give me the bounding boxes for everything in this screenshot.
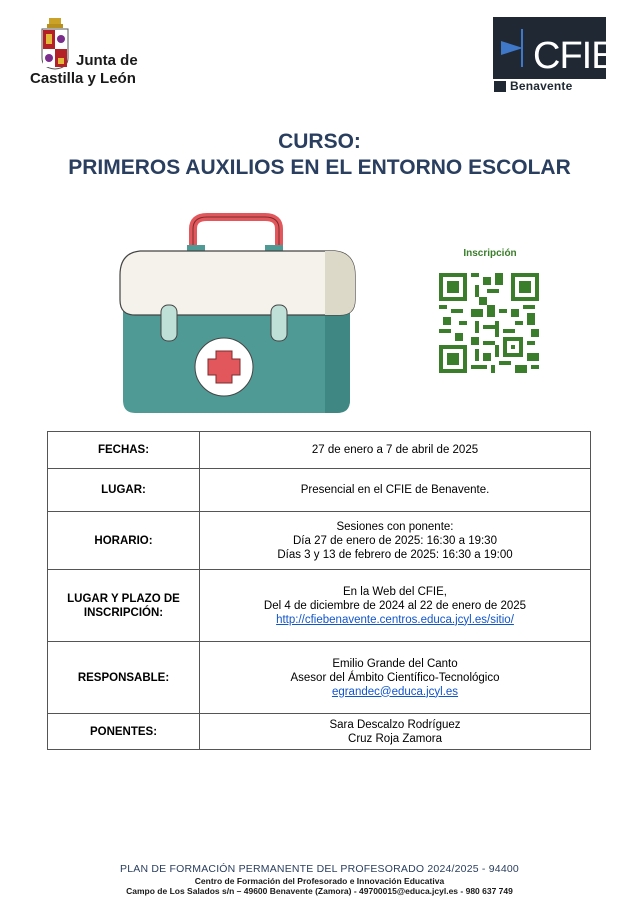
- responsable-email-link[interactable]: egrandec@educa.jcyl.es: [331, 685, 459, 698]
- fechas-label: FECHAS:: [48, 432, 200, 469]
- horario-line2: Día 27 de enero de 2025: 16:30 a 19:30: [293, 534, 497, 547]
- cfie-wordmark: CFIE: [533, 35, 616, 77]
- ponentes-value: [200, 714, 591, 750]
- ponentes-label: PONENTES:: [48, 714, 200, 750]
- table-row: [48, 642, 591, 714]
- table-row: [48, 432, 591, 469]
- horario-line1: Sesiones con ponente:: [336, 520, 454, 533]
- course-info-table: [47, 431, 591, 750]
- ponentes-line2: Cruz Roja Zamora: [348, 732, 442, 745]
- lugar-value: Presencial en el CFIE de Benavente.: [200, 469, 591, 512]
- inscripcion-label: [48, 570, 200, 642]
- cfie-sub: Benavente: [510, 79, 573, 93]
- inscripcion-value: [200, 570, 591, 642]
- table-row: [48, 570, 591, 642]
- responsable-value: [200, 642, 591, 714]
- registration-link[interactable]: http://cfiebenavente.centros.educa.jcyl.es/sitio/: [276, 613, 514, 626]
- responsable-name: Emilio Grande del Canto: [332, 657, 458, 670]
- junta-line2: Castilla y León: [30, 70, 136, 87]
- footer-address: Campo de Los Salados s/n – 49600 Benavente (Zamora) - 49700015@educa.jcyl.es - 980 637 749: [126, 886, 513, 896]
- inscripcion-label-line2: INSCRIPCIÓN:: [83, 606, 164, 619]
- footer-plan: PLAN DE FORMACIÓN PERMANENTE DEL PROFESORADO 2024/2025 - 94400: [120, 863, 519, 875]
- horario-value: [200, 512, 591, 570]
- fechas-value: 27 de enero a 7 de abril de 2025: [200, 432, 591, 469]
- table-row: [48, 469, 591, 512]
- table-row: [48, 714, 591, 750]
- course-title: PRIMEROS AUXILIOS EN EL ENTORNO ESCOLAR: [68, 156, 571, 179]
- qr-code-icon[interactable]: [439, 273, 539, 373]
- lugar-label: LUGAR:: [48, 469, 200, 512]
- horario-line3: Días 3 y 13 de febrero de 2025: 16:30 a 19:00: [277, 548, 513, 561]
- first-aid-kit-icon: [115, 205, 360, 417]
- inscripcion-line2: Del 4 de diciembre de 2024 al 22 de enero de 2025: [263, 599, 527, 612]
- qr-label: Inscripción: [463, 248, 517, 259]
- ponentes-line1: Sara Descalzo Rodríguez: [329, 718, 461, 731]
- footer-centre: Centro de Formación del Profesorado e Innovación Educativa: [194, 876, 445, 886]
- junta-logo: [30, 18, 160, 90]
- cfie-subbar: [493, 79, 606, 94]
- inscripcion-label-line1: LUGAR Y PLAZO DE: [67, 592, 180, 605]
- responsable-role: Asesor del Ámbito Científico-Tecnológico: [290, 671, 500, 684]
- cfie-logo: [493, 17, 616, 94]
- junta-line1: Junta de: [76, 52, 138, 69]
- responsable-label: RESPONSABLE:: [48, 642, 200, 714]
- table-row: [48, 512, 591, 570]
- inscripcion-line1: En la Web del CFIE,: [343, 585, 447, 598]
- coat-of-arms-icon: [40, 18, 70, 70]
- horario-label: HORARIO:: [48, 512, 200, 570]
- course-label: CURSO:: [278, 130, 361, 153]
- cfie-square-icon: [494, 81, 506, 92]
